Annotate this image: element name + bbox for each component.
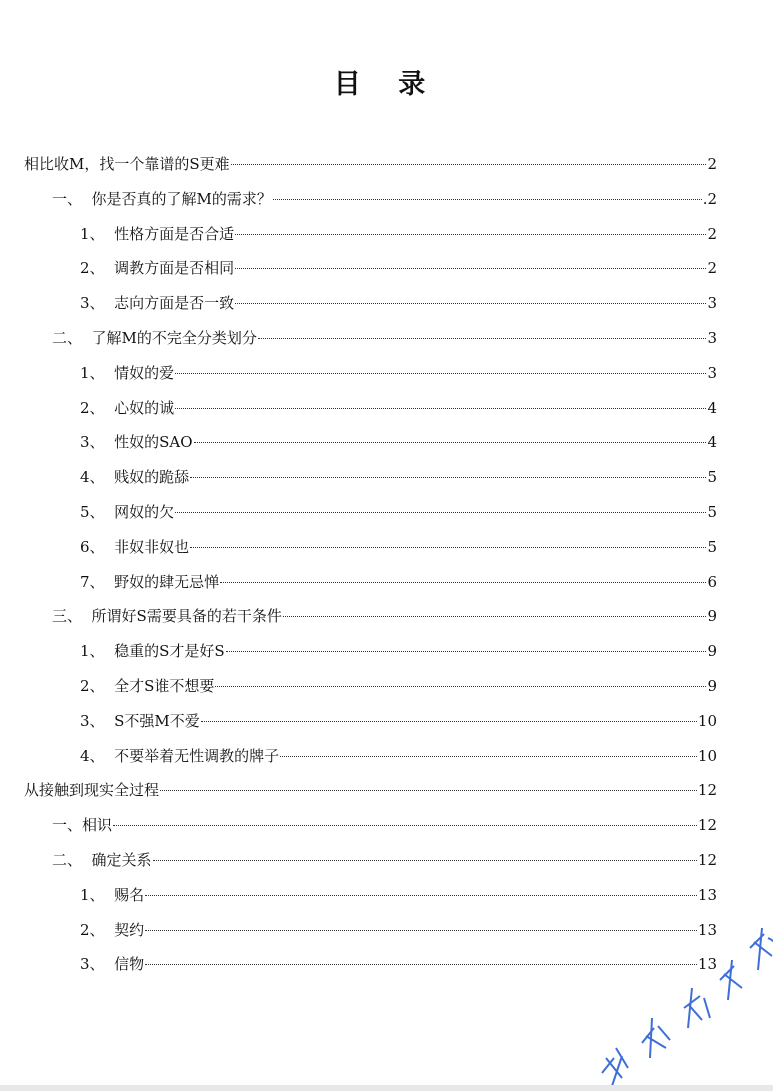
toc-entry-number: 二、 — [52, 851, 92, 869]
toc-entry-page: 9 — [707, 642, 717, 660]
toc-dot-leader — [175, 408, 706, 409]
toc-entry-page: 2 — [707, 225, 717, 243]
toc-entry-page: 13 — [697, 955, 717, 973]
toc-dot-leader — [175, 512, 706, 513]
toc-dot-leader — [145, 964, 697, 965]
toc-entry-number: 3、 — [80, 433, 115, 451]
toc-dot-leader — [235, 234, 706, 235]
toc-entry-title: 契约 — [114, 921, 145, 939]
toc-entry-title: 调教方面是否相同 — [114, 259, 235, 277]
toc-entry-title: 情奴的爱 — [114, 364, 175, 382]
toc-dot-leader — [231, 164, 707, 165]
toc-entry-page: 3 — [707, 329, 717, 347]
toc-entry-page: 2 — [707, 259, 717, 277]
toc-entry-title: 网奴的欠 — [114, 503, 175, 521]
toc-dot-leader — [194, 442, 707, 443]
toc-dot-leader — [215, 686, 706, 687]
toc-dot-leader — [283, 616, 707, 617]
toc-entry-page: 2 — [707, 155, 717, 173]
toc-entry[interactable] — [80, 641, 717, 661]
toc-entry-number: 1、 — [80, 225, 115, 243]
toc-entry-title: 志向方面是否一致 — [114, 294, 235, 312]
toc-dot-leader — [145, 895, 697, 896]
toc-entry-page: 5 — [707, 503, 717, 521]
bottom-scrollbar[interactable] — [0, 1085, 773, 1091]
toc-dot-leader — [160, 790, 697, 791]
toc-entry-title: 了解M的不完全分类划分 — [91, 329, 257, 347]
toc-dot-leader — [190, 477, 706, 478]
toc-dot-leader — [175, 373, 706, 374]
toc-entry-page: 10 — [697, 712, 717, 730]
watermark-stroke — [684, 988, 710, 1028]
toc-entry[interactable] — [80, 398, 717, 418]
toc-entry-page: 5 — [707, 538, 717, 556]
watermark-stroke — [750, 928, 773, 970]
page-title: 目 录 — [333, 69, 440, 100]
toc-entry-number: 一、 — [52, 816, 83, 834]
toc-entry-title: 不要举着无性调教的牌子 — [114, 747, 280, 765]
toc-entry[interactable] — [52, 850, 717, 870]
toc-entry-number: 2、 — [80, 399, 115, 417]
toc-dot-leader — [145, 930, 697, 931]
toc-entry-number: 2、 — [80, 677, 115, 695]
toc-entry-page: 13 — [697, 921, 717, 939]
toc-entry[interactable] — [80, 293, 717, 313]
toc-entry-number: 3、 — [80, 712, 115, 730]
toc-entry-title: 相比收M，找一个靠谱的S更难 — [24, 155, 230, 173]
watermark-stroke — [720, 960, 742, 1000]
toc-entry-title: 你是否真的了解M的需求？ — [91, 190, 272, 208]
toc-entry-title: 相识 — [82, 816, 113, 834]
toc-entry[interactable] — [80, 224, 717, 244]
toc-entry-page: 12 — [697, 781, 717, 799]
toc-entry[interactable] — [52, 189, 717, 209]
toc-entry-title: 心奴的诚 — [114, 399, 175, 417]
toc-entry-page: 12 — [697, 816, 717, 834]
toc-entry-number: 4、 — [80, 468, 115, 486]
watermark-stroke — [602, 1048, 628, 1086]
toc-entry-page: 3 — [707, 364, 717, 382]
toc-entry-number: 4、 — [80, 747, 115, 765]
toc-entry-number: 5、 — [80, 503, 115, 521]
toc-entry-title: 确定关系 — [91, 851, 152, 869]
toc-entry-page: 13 — [697, 886, 717, 904]
toc-entry[interactable] — [52, 815, 717, 835]
toc-entry-number: 1、 — [80, 886, 115, 904]
toc-entry-title: 贱奴的跪舔 — [114, 468, 190, 486]
toc-entry-page: 5 — [707, 468, 717, 486]
toc-entry[interactable] — [80, 920, 717, 940]
toc-entry-title: 所谓好S需要具备的若干条件 — [91, 607, 282, 625]
toc-dot-leader — [190, 547, 706, 548]
toc-dot-leader — [235, 303, 706, 304]
toc-entry[interactable] — [24, 780, 717, 800]
toc-entry[interactable] — [80, 363, 717, 383]
toc-dot-leader — [258, 338, 707, 339]
toc-dot-leader — [153, 860, 697, 861]
toc-entry-number: 1、 — [80, 364, 115, 382]
toc-dot-leader — [220, 582, 706, 583]
toc-entry-number: 7、 — [80, 573, 115, 591]
toc-entry-title: S不强M不爱 — [114, 712, 200, 730]
toc-entry[interactable] — [52, 328, 717, 348]
toc-entry-number: 1、 — [80, 642, 115, 660]
toc-entry[interactable] — [80, 885, 717, 905]
toc-entry[interactable] — [80, 537, 717, 557]
toc-entry-number: 2、 — [80, 259, 115, 277]
toc-entry-number: 3、 — [80, 955, 115, 973]
toc-entry-title: 从接触到现实全过程 — [24, 781, 160, 799]
toc-entry-title: 性格方面是否合适 — [114, 225, 235, 243]
toc-entry-number: 2、 — [80, 921, 115, 939]
toc-entry-title: 信物 — [114, 955, 145, 973]
toc-entry-title: 全才S谁不想要 — [114, 677, 215, 695]
toc-entry-number: 3、 — [80, 294, 115, 312]
toc-entry-page: 10 — [697, 747, 717, 765]
toc-dot-leader — [273, 199, 702, 200]
toc-entry[interactable] — [24, 154, 717, 174]
toc-entry-page: 3 — [707, 294, 717, 312]
toc-entry[interactable] — [80, 258, 717, 278]
toc-entry-page: 6 — [707, 573, 717, 591]
toc-entry[interactable] — [80, 502, 717, 522]
toc-entry-number: 一、 — [52, 190, 92, 208]
toc-entry-number: 二、 — [52, 329, 92, 347]
toc-entry-title: 野奴的肆无忌惮 — [114, 573, 220, 591]
toc-entry-page: 9 — [707, 677, 717, 695]
toc-dot-leader — [226, 651, 707, 652]
toc-entry-title: 非奴非奴也 — [114, 538, 190, 556]
toc-entry-page: 4 — [707, 433, 717, 451]
watermark-stroke — [642, 1018, 670, 1058]
toc-entry-page: 9 — [707, 607, 717, 625]
toc-entry[interactable] — [52, 606, 717, 626]
toc-dot-leader — [280, 756, 697, 757]
toc-entry[interactable] — [80, 572, 717, 592]
toc-entry[interactable] — [80, 432, 717, 452]
toc-entry-title: 赐名 — [114, 886, 145, 904]
toc-entry-number: 6、 — [80, 538, 115, 556]
toc-entry[interactable] — [80, 676, 717, 696]
toc-entry-page: .2 — [702, 190, 717, 208]
toc-entry-title: 稳重的S才是好S — [114, 642, 225, 660]
toc-entry-page: 4 — [707, 399, 717, 417]
toc-entry-number: 三、 — [52, 607, 92, 625]
toc-entry[interactable] — [80, 711, 717, 731]
toc-dot-leader — [201, 721, 697, 722]
toc-entry-page: 12 — [697, 851, 717, 869]
toc-dot-leader — [113, 825, 697, 826]
toc-entry[interactable] — [80, 746, 717, 766]
toc-entry[interactable] — [80, 467, 717, 487]
toc-entry[interactable] — [80, 954, 717, 974]
toc-dot-leader — [235, 268, 706, 269]
toc-entry-title: 性奴的SAO — [114, 433, 193, 451]
